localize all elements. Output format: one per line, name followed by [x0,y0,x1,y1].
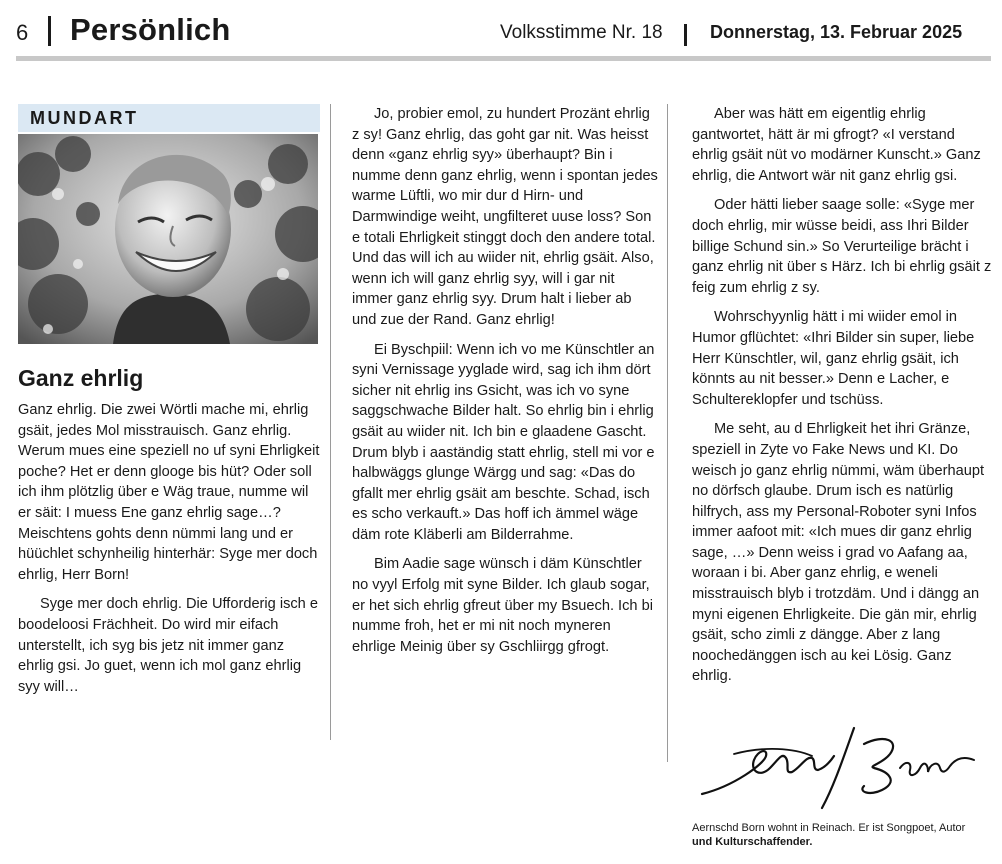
column-divider [330,104,331,740]
paragraph: Wohrschyynlig hätt i mi wiider emol in Humor gflüchtet: «Ihri Bilder sin super, liebe Herr Künschtler, wil, ganz ehrlig gsäit, ich könnts au nit besser.» Denn e Lacher, e Schultereklopfer und tschüss. [692,309,975,408]
paragraph: Ei Byschpiil: Wenn ich vo me Künschtler an syni Vernissage yyglade wird, sag ich ihm dört sicher nit ehrlig ins Gsicht, was ich vo syne saggschwache Bilder halt. So ehrlig bin i ehrlig gsäit au wiider nit. Ich bin e glaadene Gascht. Drum blyb i aaständig statt ehrlig, stell mi vor e halbwäggs glunge Wärgg und sag: «Das do gfallt mer ehrlig gsäit am beschte. Schad, isch es scho verkauft.» Das hoff ich ämmel wäge däm rote Kläberli am Bilderrahme. [352,341,655,543]
caption-text: Aernschd Born wohnt in Reinach. Er ist Songpoet, Autor [692,822,966,834]
author-photo [18,134,318,344]
article-title: Ganz ehrlig [18,365,144,391]
section-title: Persönlich [70,12,231,47]
paragraph: Bim Aadie sage wünsch i däm Künschtler no vyyl Erfolg mit syne Bilder. Ich glaub sogar, er het sich ehrlig gfreut über my Bsuech. Ich bi numme froh, het er mi nit noch myneren ehrlige Meinig über sy Gschliirgg gfrogt. [352,556,653,655]
paragraph: Aber was hätt em eigentlig ehrlig gantwortet, hätt är mi gfrogt? «I verstand ehrlig gsäit nüt vo modärner Kunscht.» Ganz ehrlig, die Antwort wär nit ganz ehrlig gsi. [692,106,981,184]
article-column-1 [18,104,320,697]
paragraph: Ganz ehrlig. Die zwei Wörtli mache mi, ehrlig gsäit, jedes Mol misstrauisch. Ganz ehrlig. Werum mues eine speziell no uf syni Ehrligkeit poche? Het er denn glooge bis hüt? Oder soll ich ihm plötzlig über e Wäg traue, numme wil er säit: I muess Ene ganz ehrlig sage…? Meischtens gohts denn nümmi lang und er hüüchlet schynheilig hinterhär: Syge mer doch ehrlig, Herr Born! [18,402,320,583]
article-column-3 [692,104,992,687]
column-divider [667,104,668,762]
header-divider [48,16,51,46]
caption-text-bold: und Kulturschaffender. [692,836,813,848]
page-number: 6 [16,20,29,45]
paragraph: Jo, probier emol, zu hundert Prozänt ehrlig z sy! Ganz ehrlig, das goht gar nit. Was heisst denn «ganz ehrlig syy» überhaupt? Bin i numme denn ganz ehrlig, wenn i spontan jedes warme Lüftli, wo mir dur d Hirn- und Darmwindige weiht, ungfilteret uuse loss? Son e totali Ehrligkeit stinggt doch den andere total. Und das will ich au wiider nit, ehrlig gsäit. Also, wenn ich will ganz ehrlig syy, will i gar nit immer ganz ehrlig syy. Drum halt i lieber ab und zue der Rand. Ganz ehrlig! [352,106,658,328]
author-portrait-image [18,134,318,344]
issue-date: Donnerstag, 13. Februar 2025 [710,22,963,42]
paragraph: Oder hätti lieber saage solle: «Syge mer doch ehrlig, mir wüsse beidi, ass Ihri Bilder billige Schund sin.» So Verurteilige brächt i ganz ehrlig nit über s Härz. Ich bi ehrlig gsäit z feig zum ehrlig z sy. [692,197,992,296]
paragraph: Syge mer doch ehrlig. Die Ufforderig isch e boodeloosi Frächheit. Do wird mir eifach unterstellt, ich syg bis jetz nit immer ganz ehrlig gsi. Jo guet, wenn ich mol ganz ehrlig syy will… [18,596,318,695]
paragraph: Me seht, au d Ehrligkeit het ihri Gränze, speziell in Zyte vo Fake News und KI. Do weisch jo ganz ehrlig nümmi, wäm überhaupt no dörfsch glaube. Drum isch es natürlig hilfrych, ass my Personal-Roboter syni Infos immer aafoot mit: «Ich mues dir ganz ehrlig sage, …» Denn weiss i grad vo Aafang aa, woraan i bi. Aber ganz ehrlig, e weneli misstrauisch blyb i trotzdäm. Und i dängg an myni eigenen Ehrligkeite. Die gän mir, ehrlig gsäit, scho zimli z dängge. Aber z lang noochedänggen isch au kei Lösig. Ganz ehrlig. [692,421,985,685]
article-column-2 [352,104,658,657]
author-signature [694,716,994,816]
kicker-label: MUNDART [18,104,320,132]
header-divider [684,24,687,46]
page-header [0,0,1002,60]
author-caption [692,821,997,849]
newspaper-issue: Volksstimme Nr. 18 [500,22,663,43]
header-rule [16,56,991,61]
